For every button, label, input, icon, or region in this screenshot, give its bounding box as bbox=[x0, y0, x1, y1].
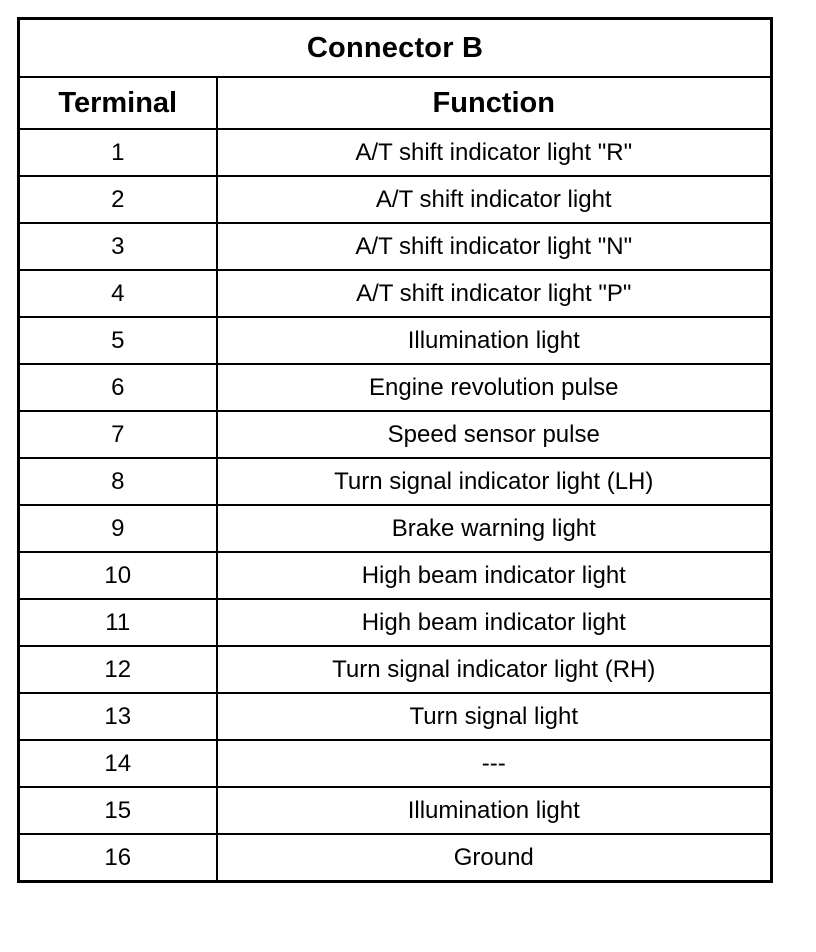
terminal-cell: 16 bbox=[19, 834, 217, 882]
connector-b-table bbox=[17, 17, 773, 883]
function-cell: Illumination light bbox=[217, 317, 772, 364]
function-cell: A/T shift indicator light bbox=[217, 176, 772, 223]
table-row bbox=[19, 740, 772, 787]
terminal-cell: 13 bbox=[19, 693, 217, 740]
function-cell: Turn signal indicator light (LH) bbox=[217, 458, 772, 505]
table-body bbox=[19, 129, 772, 882]
table-row bbox=[19, 411, 772, 458]
function-cell: Ground bbox=[217, 834, 772, 882]
title-row bbox=[19, 19, 772, 78]
table-row bbox=[19, 176, 772, 223]
function-cell: A/T shift indicator light "N" bbox=[217, 223, 772, 270]
terminal-cell: 8 bbox=[19, 458, 217, 505]
terminal-cell: 2 bbox=[19, 176, 217, 223]
function-cell: Turn signal light bbox=[217, 693, 772, 740]
table-row bbox=[19, 270, 772, 317]
table-row bbox=[19, 505, 772, 552]
function-cell: Engine revolution pulse bbox=[217, 364, 772, 411]
function-cell: --- bbox=[217, 740, 772, 787]
function-cell: Speed sensor pulse bbox=[217, 411, 772, 458]
header-row bbox=[19, 77, 772, 129]
table-row bbox=[19, 458, 772, 505]
table-row bbox=[19, 834, 772, 882]
function-cell: High beam indicator light bbox=[217, 552, 772, 599]
terminal-cell: 5 bbox=[19, 317, 217, 364]
table-row bbox=[19, 646, 772, 693]
terminal-cell: 12 bbox=[19, 646, 217, 693]
terminal-cell: 1 bbox=[19, 129, 217, 176]
terminal-cell: 14 bbox=[19, 740, 217, 787]
terminal-cell: 6 bbox=[19, 364, 217, 411]
table-row bbox=[19, 364, 772, 411]
table-row bbox=[19, 552, 772, 599]
terminal-cell: 9 bbox=[19, 505, 217, 552]
function-cell: Brake warning light bbox=[217, 505, 772, 552]
header-terminal: Terminal bbox=[19, 77, 217, 129]
function-cell: High beam indicator light bbox=[217, 599, 772, 646]
terminal-cell: 10 bbox=[19, 552, 217, 599]
function-cell: A/T shift indicator light "P" bbox=[217, 270, 772, 317]
function-cell: A/T shift indicator light "R" bbox=[217, 129, 772, 176]
table-row bbox=[19, 317, 772, 364]
table-row bbox=[19, 129, 772, 176]
terminal-cell: 11 bbox=[19, 599, 217, 646]
function-cell: Turn signal indicator light (RH) bbox=[217, 646, 772, 693]
header-function: Function bbox=[217, 77, 772, 129]
table-row bbox=[19, 693, 772, 740]
table-row bbox=[19, 599, 772, 646]
terminal-cell: 7 bbox=[19, 411, 217, 458]
table-row bbox=[19, 787, 772, 834]
table-row bbox=[19, 223, 772, 270]
terminal-cell: 15 bbox=[19, 787, 217, 834]
table-title: Connector B bbox=[19, 19, 772, 78]
terminal-cell: 3 bbox=[19, 223, 217, 270]
terminal-cell: 4 bbox=[19, 270, 217, 317]
function-cell: Illumination light bbox=[217, 787, 772, 834]
